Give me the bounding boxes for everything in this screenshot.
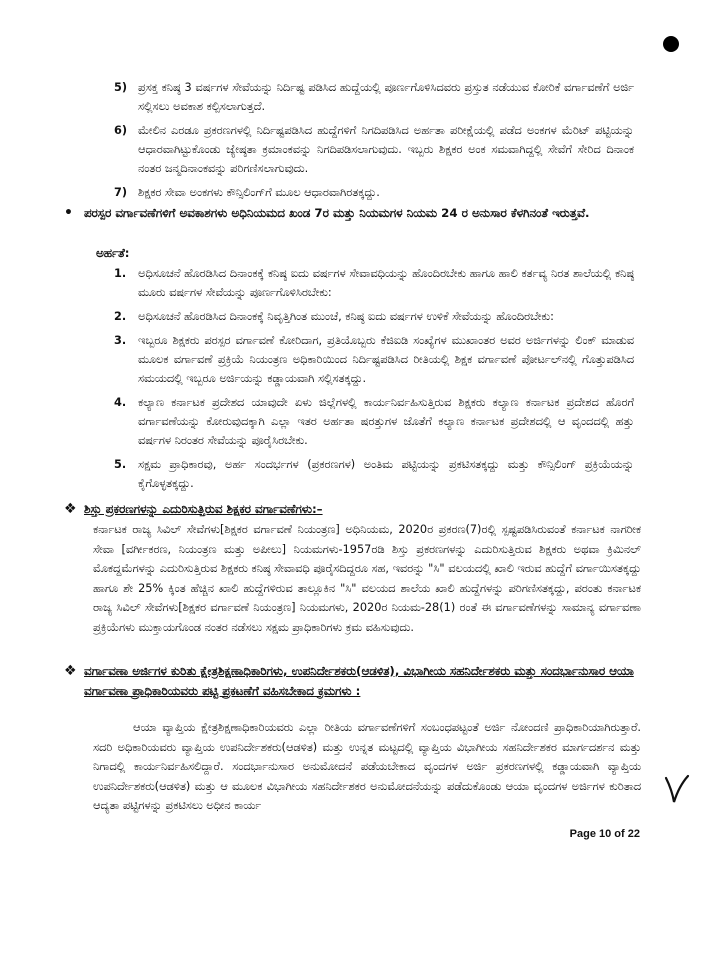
eligibility-label: ಅರ್ಹತೆ:: [96, 246, 130, 260]
section-heading-application-steps: ❖ ವರ್ಗಾವಣಾ ಅರ್ಜಿಗಳ ಕುರಿತು ಕ್ಷೇತ್ರಶಿಕ್ಷಣಾಧಿಕಾರಿಗಳು, ಉಪನಿರ್ದೇಶಕರು(ಆಡಳಿತ), ವಿಭಾಗೀಯ ಸಹನಿರ್ದೇಶಕರು ಮತ್ತು ಸಂದರ್ಭಾನುಸಾರ ಆಯಾ ವರ್ಗಾವಣಾ ಪ್ರಾಧಿಕಾರಿಯವರು ಪಟ್ಟಿ ಪ್ರಕಟಣೆಗೆ ವಹಿಸಬೇಕಾದ ಕ್ರಮಗಳು :: [64, 663, 634, 698]
eligibility-list: [114, 264, 634, 498]
list-item: 3. ಇಬ್ಬರೂ ಶಿಕ್ಷಕರು ಪರಸ್ಪರ ವರ್ಗಾವಣೆ ಕೋರಿದಾಗ, ಪ್ರತಿಯೊಬ್ಬರು ಕೆಜಿಐಡಿ ಸಂಖ್ಯೆಗಳ ಮುಖಾಂತರ ಅವರ ಅರ್ಜಿಗಳನ್ನು ಲಿಂಕ್ ಮಾಡುವ ಮೂಲಕ ವರ್ಗಾವಣೆ ಪ್ರಕ್ರಿಯೆ ನಿಯಂತ್ರಣ ಅಧಿಕಾರಿಯಿಂದ ನಿರ್ದಿಷ್ಟಪಡಿಸಿದ ರೀತಿಯಲ್ಲಿ ಶಿಕ್ಷಕ ವರ್ಗಾವಣೆ ಪೋರ್ಟಲ್‌ನಲ್ಲಿ ಗೊತ್ತುಪಡಿಸಿದ ಸಮಯದಲ್ಲಿ ಇಬ್ಬರೂ ಅರ್ಜಿಯನ್ನು ಕಡ್ಡಾಯವಾಗಿ ಸಲ್ಲಿಸತಕ್ಕದ್ದು.: [114, 334, 634, 385]
page-number: Page 10 of 22: [569, 828, 640, 840]
corner-dot-mark: [663, 36, 679, 52]
numbered-list-top: [114, 78, 634, 207]
list-item: 2. ಅಧಿಸೂಚನೆ ಹೊರಡಿಸಿದ ದಿನಾಂಕಕ್ಕೆ ನಿವೃತ್ತಿಗಿಂತ ಮುಂಚೆ, ಕನಿಷ್ಠ ಐದು ವರ್ಷಗಳ ಉಳಿಕೆ ಸೇವೆಯನ್ನು ಹೊಂದಿರಬೇಕು:: [114, 310, 554, 323]
section-heading-disciplinary: ❖ ಶಿಸ್ತು ಪ್ರಕರಣಗಳನ್ನು ಎದುರಿಸುತ್ತಿರುವ ಶಿಕ್ಷಕರ ವರ್ಗಾವಣೆಗಳು:–: [70, 500, 640, 520]
section-heading-mutual-transfer: • ಪರಸ್ಪರ ವರ್ಗಾವಣೆಗಳಿಗೆ ಅವಕಾಶಗಳು ಅಧಿನಿಯಮದ ಖಂಡ 7ರ ಮತ್ತು ನಿಯಮಗಳ ನಿಯಮ 24 ರ ಅನುಸಾರ ಕೆಳಗಿನಂತೆ ಇರುತ್ತವೆ.: [70, 204, 640, 224]
list-item: 6) ಮೇಲಿನ ಎರಡೂ ಪ್ರಕರಣಗಳಲ್ಲಿ ನಿರ್ದಿಷ್ಟಪಡಿಸಿದ ಹುದ್ದೆಗಳಿಗೆ ನಿಗದಿಪಡಿಸಿದ ಅರ್ಹತಾ ಪರೀಕ್ಷೆಯಲ್ಲಿ ಪಡೆದ ಅಂಕಗಳ ಮೆರಿಟ್ ಪಟ್ಟಿಯನ್ನು ಆಧಾರವಾಗಿಟ್ಟುಕೊಂಡು ಜ್ಯೇಷ್ಠತಾ ಕ್ರಮಾಂಕವನ್ನು ನಿಗದಿಪಡಿಸಲಾಗುವುದು. ಇಬ್ಬರು ಶಿಕ್ಷಕರ ಅಂಕ ಸಮವಾಗಿದ್ದಲ್ಲಿ ಸೇವೆಗೆ ಸೇರಿದ ದಿನಾಂಕ ನಂತರ ಜನ್ಮದಿನಾಂಕವನ್ನು ಪರಿಗಣಿಸಲಾಗುವುದು.: [114, 124, 634, 175]
list-item: 1. ಅಧಿಸೂಚನೆ ಹೊರಡಿಸಿದ ದಿನಾಂಕಕ್ಕೆ ಕನಿಷ್ಠ ಐದು ವರ್ಷಗಳ ಸೇವಾವಧಿಯನ್ನು ಹೊಂದಿರಬೇಕು ಹಾಗೂ ಹಾಲಿ ಕರ್ತವ್ಯ ನಿರತ ಶಾಲೆಯಲ್ಲಿ ಕನಿಷ್ಠ ಮೂರು ವರ್ಷಗಳ ಸೇವೆಯನ್ನು ಪೂರ್ಣಗೊಳಿಸಿರಬೇಕು:: [114, 267, 634, 299]
handwritten-tick-icon: [662, 772, 692, 806]
list-item: 5. ಸಕ್ಷಮ ಪ್ರಾಧಿಕಾರವು, ಅರ್ಹ ಸಂದರ್ಭಗಳ (ಪ್ರಕರಣಗಳ) ಅಂತಿಮ ಪಟ್ಟಿಯನ್ನು ಪ್ರಕಟಿಸತಕ್ಕದ್ದು ಮತ್ತು ಕೌನ್ಸಿಲಿಂಗ್ ಪ್ರಕ್ರಿಯೆಯನ್ನು ಕೈಗೊಳ್ಳತಕ್ಕದ್ದು.: [114, 458, 634, 490]
list-item: 7) ಶಿಕ್ಷಕರ ಸೇವಾ ಅಂಕಗಳು ಕೌನ್ಸಿಲಿಂಗ್‌ಗೆ ಮೂಲ ಆಧಾರವಾಗಿರತಕ್ಕದ್ದು.: [114, 186, 380, 199]
disciplinary-paragraph: ಕರ್ನಾಟಕ ರಾಜ್ಯ ಸಿವಿಲ್ ಸೇವೆಗಳು[ಶಿಕ್ಷಕರ ವರ್ಗಾವಣೆ ನಿಯಂತ್ರಣ] ಅಧಿನಿಯಮ, 2020ರ ಪ್ರಕರಣ(7)ರಲ್ಲಿ ಸ್ಪಷ್ಟಪಡಿಸಿರುವಂತೆ ಕರ್ನಾಟಕ ನಾಗರೀಕ ಸೇವಾ [ವರ್ಗೀಕರಣ, ನಿಯಂತ್ರಣ ಮತ್ತು ಅಪೀಲು] ನಿಯಮಗಳು-1957ರಡಿ ಶಿಸ್ತು ಪ್ರಕರಣಗಳನ್ನು ಎದುರಿಸುತ್ತಿರುವ ಶಿಕ್ಷಕರು ಅಥವಾ ಕ್ರಿಮಿನಲ್ ಮೊಕದ್ದಮೆಗಳನ್ನು ಎದುರಿಸುತ್ತಿರುವ ಶಿಕ್ಷಕರು ಕನಿಷ್ಠ ಸೇವಾವಧಿ ಪೂರೈಸದಿದ್ದರೂ ಸಹ, ಇವರನ್ನು "ಸಿ" ವಲಯದಲ್ಲಿ ಖಾಲಿ ಇರುವ ಹುದ್ದೆಗೆ ವರ್ಗಾಯಿಸತಕ್ಕದ್ದು ಹಾಗೂ ಶೇ 25% ಕ್ಕಿಂತ ಹೆಚ್ಚಿನ ಖಾಲಿ ಹುದ್ದೆಗಳಿರುವ ತಾಲ್ಲೂಕಿನ "ಸಿ" ವಲಯದ ಶಾಲೆಯ ಖಾಲಿ ಹುದ್ದೆಗಳನ್ನು ಪರಿಗಣಿಸತಕ್ಕದ್ದು, ಪರಂತು ಕರ್ನಾಟಕ ರಾಜ್ಯ ಸಿವಿಲ್ ಸೇವೆಗಳು[ಶಿಕ್ಷಕರ ವರ್ಗಾವಣೆ ನಿಯಂತ್ರಣ] ನಿಯಮಗಳು, 2020ರ ನಿಯಮ-28(1) ರಂತೆ ಈ ವರ್ಗಾವಣೆಗಳನ್ನು ಸಾಮಾನ್ಯ ವರ್ಗಾವಣಾ ಪ್ರಕ್ರಿಯೆಗಳು ಮುಕ್ತಾಯಗೊಂಡ ನಂತರ ನಡೆಸಲು ಸಕ್ಷಮ ಪ್ರಾಧಿಕಾರಿಗಳು ಕ್ರಮ ವಹಿಸುವುದು.: [93, 523, 641, 634]
list-item: 5) ಪ್ರಸಕ್ತ ಕನಿಷ್ಠ 3 ವರ್ಷಗಳ ಸೇವೆಯನ್ನು ನಿರ್ದಿಷ್ಟ ಪಡಿಸಿದ ಹುದ್ದೆಯಲ್ಲಿ ಪೂರ್ಣಗೊಳಿಸಿದವರು ಪ್ರಸ್ತುತ ನಡೆಯುವ ಕೋರಿಕೆ ವರ್ಗಾವಣೆಗೆ ಅರ್ಜಿ ಸಲ್ಲಿಸಲು ಅವಕಾಶ ಕಲ್ಪಿಸಲಾಗುತ್ತದೆ.: [114, 81, 634, 113]
diamond-bullet-icon: ❖: [64, 501, 77, 517]
diamond-bullet-icon: ❖: [64, 663, 77, 679]
application-steps-paragraph: ಆಯಾ ವ್ಯಾಪ್ತಿಯ ಕ್ಷೇತ್ರಶಿಕ್ಷಣಾಧಿಕಾರಿಯವರು ಎಲ್ಲಾ ರೀತಿಯ ವರ್ಗಾವಣೆಗಳಿಗೆ ಸಂಬಂಧಪಟ್ಟಂತೆ ಅರ್ಜಿ ನೋಂದಣಿ ಪ್ರಾಧಿಕಾರಿಯಾಗಿರುತ್ತಾರೆ. ಸದರಿ ಅಧಿಕಾರಿಯವರು ವ್ಯಾಪ್ತಿಯ ಉಪನಿರ್ದೇಶಕರು(ಆಡಳಿತ) ಮತ್ತು ಉನ್ನತ ಮಟ್ಟದಲ್ಲಿ ವ್ಯಾಪ್ತಿಯ ವಿಭಾಗೀಯ ಸಹನಿರ್ದೇಶಕರ ಮಾರ್ಗದರ್ಶನ ಮತ್ತು ನಿಗಾದಲ್ಲಿ ಕಾರ್ಯನಿರ್ವಹಿಸಲಿದ್ದಾರೆ. ಸಂದರ್ಭಾನುಸಾರ ಅನುಮೋದನೆ ಪಡೆಯಬೇಕಾದ ವೃಂದಗಳ ಅರ್ಜಿ ಪ್ರಕರಣಗಳಲ್ಲಿ ಕಡ್ಡಾಯವಾಗಿ ವ್ಯಾಪ್ತಿಯ ಉಪನಿರ್ದೇಶಕರು(ಆಡಳಿತ) ಮತ್ತು ಆ ಮೂಲಕ ವಿಭಾಗೀಯ ಸಹನಿರ್ದೇಶಕರ ಅನುಮೋದನೆಯನ್ನು ಪಡೆದುಕೊಂಡು ಆಯಾ ವೃಂದಗಳ ಅರ್ಜಿಗಳ ಕುರಿತಾದ ಆದ್ಯತಾ ಪಟ್ಟಿಗಳನ್ನು ಪ್ರಕಟಿಸಲು ಅಧೀನ ಕಾರ್ಯ: [93, 721, 641, 813]
bullet-icon: •: [64, 205, 73, 221]
list-item: 4. ಕಲ್ಯಾಣ ಕರ್ನಾಟಕ ಪ್ರದೇಶದ ಯಾವುದೇ ಏಳು ಜಿಲ್ಲೆಗಳಲ್ಲಿ ಕಾರ್ಯನಿರ್ವಹಿಸುತ್ತಿರುವ ಶಿಕ್ಷಕರು ಕಲ್ಯಾಣ ಕರ್ನಾಟಕ ಪ್ರದೇಶದ ಹೊರಗೆ ವರ್ಗಾವಣೆಯನ್ನು ಕೋರುವುದಕ್ಕಾಗಿ ಎಲ್ಲಾ ಇತರ ಅರ್ಹತಾ ಷರತ್ತುಗಳ ಜೊತೆಗೆ ಕಲ್ಯಾಣ ಕರ್ನಾಟಕ ಪ್ರದೇಶದಲ್ಲಿ ಆ ವೃಂದದಲ್ಲಿ ಹತ್ತು ವರ್ಷಗಳ ನಿರಂತರ ಸೇವೆಯನ್ನು ಪೂರೈಸಿರಬೇಕು.: [114, 396, 634, 447]
